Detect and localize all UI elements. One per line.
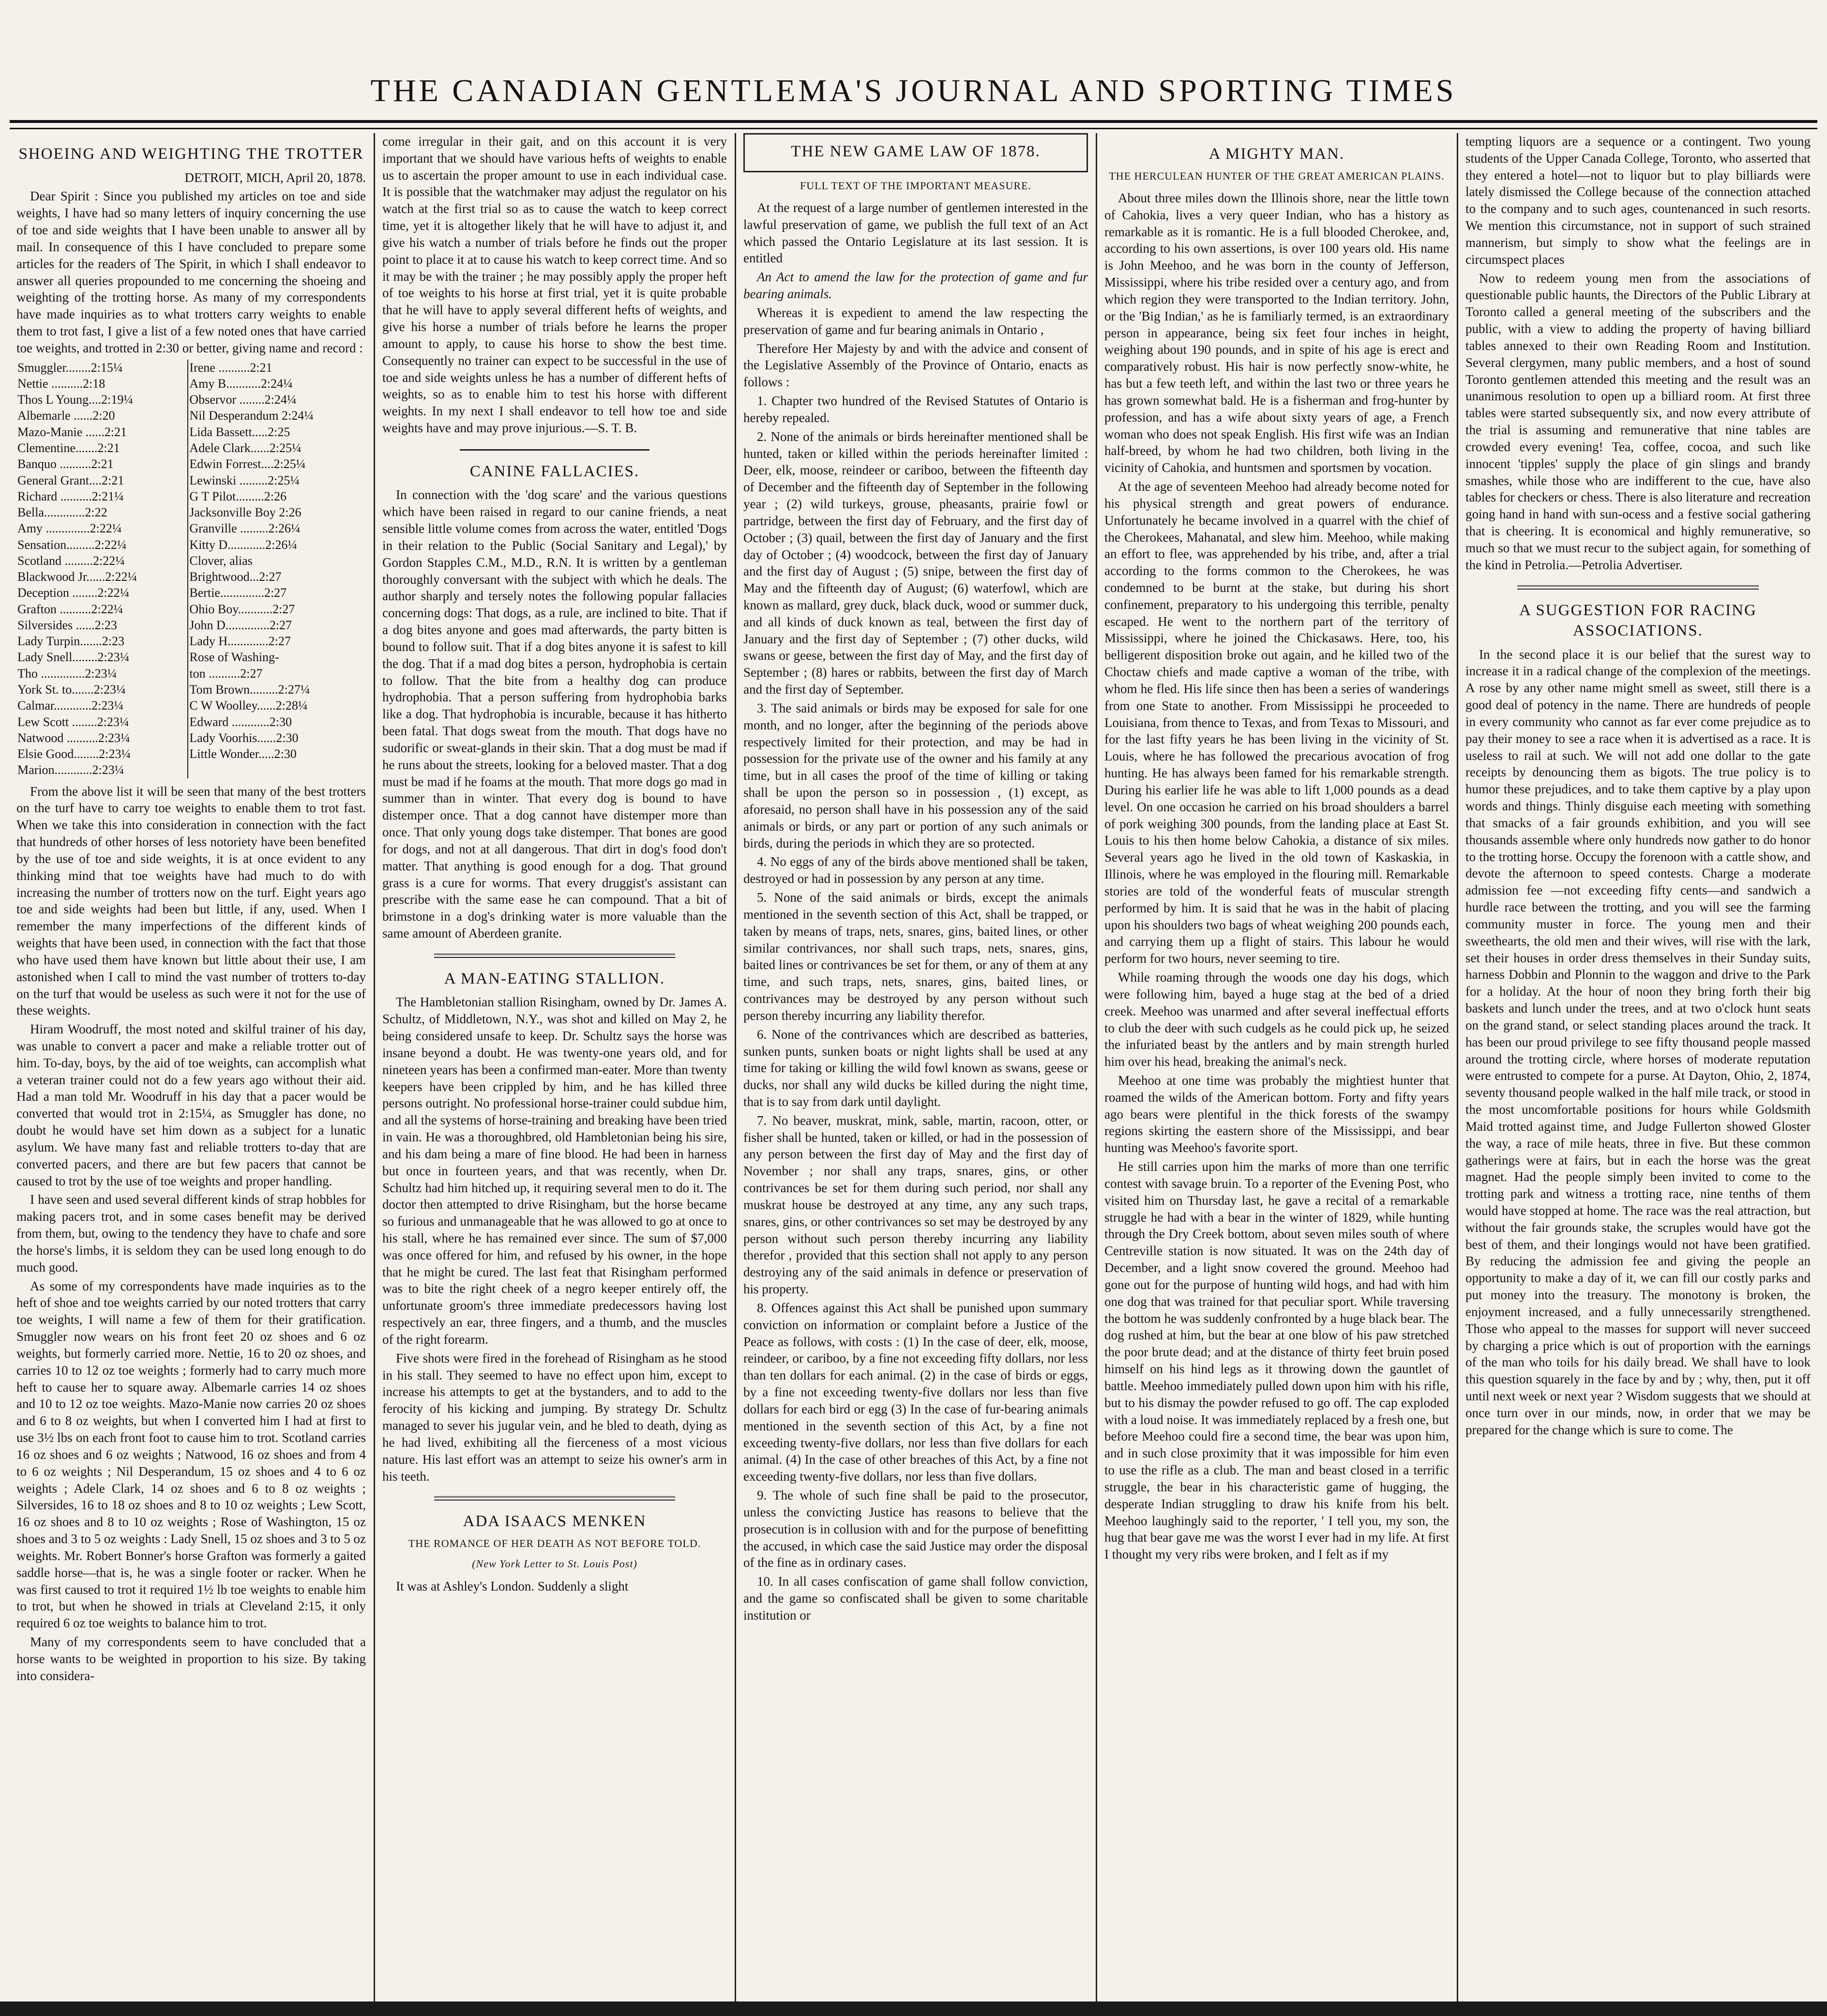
table-cell: Lew Scott ........2:23¼ xyxy=(17,714,129,729)
subheadline: FULL TEXT OF THE IMPORTANT MEASURE. xyxy=(800,179,1032,192)
article-paragraph: It was at Ashley's London. Suddenly a slight xyxy=(396,1578,629,1593)
article-paragraph: At the request of a large number of gentlemen interested in the lawful preservation of game, we publish the full text of an Act which passed the Ontario Legislature at its last session. It is entitled xyxy=(743,200,1088,266)
source-line: (New York Letter to St. Louis Post) xyxy=(472,1558,637,1570)
article-paragraph: About three miles down the Illinois shore, near the little town of Cahokia, lives a very queer Indian, who has a history as remarkable as it is romantic. He is a full blooded Cherokee, and, according to his own assertions, is over 100 years old. His name is John Meehoo, and he was born in the county of Jefferson, Mississippi, where his tribe resided over a century ago, and from which region they were transported to the Indian territory. John, or the 'Big Indian,' as he is familiarly termed, is an extraordinary person in appearance, being six feet four inches in height, weighing about 190 pounds, and in spite of his age is erect and comparatively robust. His hair is now perfectly snow-white, he has but a few teeth left, and within the last two or three years he has grown somewhat bald. He is a fisherman and frog-hunter by profession, and has a wife about sixty years of age, a French woman who does not speak English. His first wife was an Indian half-breed, by whom he had two children, both living in the vicinity of Cahokia, and huntsmen and sportsmen by vocation. xyxy=(1104,190,1449,475)
article-paragraph: tempting liquors are a sequence or a contingent. Two young students of the Upper Canada College, Toronto, who asserted that they entered a hotel—not to liquor but to play billiards were lately dismissed the College because of the connection attached to the company and to such ages, countenanced in such resorts. We mention this circumstance, not in support of such strained mannerism, but simply to show what the feelings are in circumspect places xyxy=(1465,134,1811,267)
article-paragraph: As some of my correspondents have made inquiries as to the heft of shoe and toe weights carried by our noted trotters that carry toe weights, I will name a few of them for their gratification. Smuggler now wears on his front feet 20 oz shoes and 6 oz weights, but formerly carried more. Nettie, 16 to 20 oz shoes, and carries 10 to 12 oz toe weights ; formerly had to carry much more heft to cause her to square away. Albemarle carries 14 oz shoes and 10 to 12 oz toe weights. Mazo-Manie now carries 20 oz shoes and 6 to 8 oz weights, but when I converted him I had at first to use 3½ lbs on each front foot to cause him to trot. Scotland carries 16 oz shoes and 6 oz weights ; Natwood, 16 oz shoes and from 4 to 6 oz weights ; Nil Desperandum, 15 oz shoes and 4 to 6 oz weights ; Adele Clark, 14 oz shoes and 6 to 8 oz weights ; Silversides, 16 to 18 oz shoes and 8 to 10 oz weights ; Lew Scott, 16 oz shoes and 8 to 10 oz weights ; Rose of Washington, 15 oz shoes and 3 to 5 oz weights : Lady Snell, 15 oz shoes and 3 to 5 oz weights. Mr. Robert Bonner's horse Grafton was formerly a gaited saddle horse—that is, he was a single footer or racker. When he was first caused to trot it required 1½ lb toe weights to enable him to trot, but when he showed in trials at Cleveland 2:15, it only required 6 oz toe weights to balance him to trot. xyxy=(16,1278,366,1631)
table-cell: Natwood ..........2:23¼ xyxy=(17,730,130,745)
table-row xyxy=(16,762,366,778)
headline-suggestion: A SUGGESTION FOR RACING ASSOCIATIONS. xyxy=(1519,601,1757,640)
scan-edge xyxy=(0,2001,1827,2016)
table-cell: Thos L Young....2:19¼ xyxy=(17,393,133,407)
column-4 xyxy=(1098,133,1456,2001)
table-cell: Nettie ..........2:18 xyxy=(17,376,106,391)
section-divider xyxy=(1517,585,1759,590)
section-divider xyxy=(434,1496,675,1501)
table-cell: Bertie..............2:27 xyxy=(188,585,366,601)
table-cell: Ohio Boy...........2:27 xyxy=(188,601,366,617)
article-paragraph: 10. In all cases confiscation of game shall follow conviction, and the game so confiscated shall be given to some charitable institution or xyxy=(743,1574,1088,1622)
table-row xyxy=(16,633,366,649)
table-row xyxy=(16,392,366,408)
table-cell: Mazo-Manie ......2:21 xyxy=(17,424,127,439)
article-paragraph: Now to redeem young men from the associations of questionable public haunts, the Directors of the Public Library at Toronto called a general meeting of the subscribers and the public, with a view to adding the property of having billiard tables annexed to their own Reading Room and Institution. Several clergymen, many public members, and a host of sound Toronto gentlemen attended this meeting and the result was an unanimous resolution to open up a billiard room. At first three tables were started subsequently six, and now every attribute of the trial is assuming and remunerative that nine tables are crowded every evening! Tea, coffee, cocoa, and such like innocent 'tipples' supply the place of gin slings and brandy smashes, while those who are indifferent to the cue, have also tables for checkers or chess. There is also literature and recreation going hand in hand with sun-ocess and a festive social gathering that is cheering. It is economical and highly remunerative, so much so that we must recur to the subject again, for something of the kind in Petrolia.—Petrolia Advertiser. xyxy=(1465,271,1811,572)
table-row xyxy=(16,537,366,553)
column-divider xyxy=(1096,133,1097,2001)
table-cell: Tom Brown.........2:27¼ xyxy=(188,682,366,697)
table-cell: General Grant....2:21 xyxy=(17,473,124,487)
article-paragraph: 9. The whole of such fine shall be paid to the prosecutor, unless the convicting Justice has reasons to believe that the prosecution is in collusion with and for the purpose of benefitting the accused, in which case the said Justice may order the disposal of the fine as in ordinary cases. xyxy=(743,1488,1088,1570)
table-cell: Lida Bassett.....2:25 xyxy=(188,424,366,440)
article-paragraph: From the above list it will be seen that many of the best trotters on the turf have to carry toe weights to enable them to trot fast. When we take this into consideration in connection with the fact that hundreds of other horses of less notoriety have been benefited by the use of toe and side weights, it is at once evident to any thinking mind that toe weights have had much to do with increasing the number of trotters now on the turf. Eight years ago toe and side weights had been but little, if any, used. When I remember the many imperfections of the different kinds of weights that have been used, in connection with the fact that those who have used them have known but little about their use, I am astonished when I call to mind the vast number of trotters to-day on the turf that would be useless as such were it not for the use of these weights. xyxy=(16,784,366,1018)
article-paragraph: Meehoo at one time was probably the mightiest hunter that roamed the wilds of the American bottom. Forty and fifty years ago bears were plentiful in the thick forests of the swampy regions skirting the eastern shore of the Mississippi, and bear hunting was Meehoo's favorite sport. xyxy=(1104,1073,1449,1155)
table-row xyxy=(16,730,366,746)
table-row xyxy=(16,424,366,440)
article-paragraph: In connection with the 'dog scare' and the various questions which have been raised in regard to our canine friends, a neat sensible little volume comes from across the water, entitled 'Dogs in their relation to the Public (Social Sanitary and Legal),' by Gordon Stapples C.M., M.D., R.N. It is written by a gentleman thoroughly conversant with the subject with which he deals. The author sharply and tersely notes the following popular fallacies concerning dogs: That dogs, as a rule, are inclined to bite. That if a dog bites anyone and goes mad afterwards, the party bitten is bound to follow suit. That if a dog bites anyone it is safest to kill the dog. That if a mad dog bites a person, hydrophobia is certain to follow. That the bite from a healthy dog can produce hydrophobia. That a person suffering from hydrophobia barks like a dog. That hydrophobia is incurable, because it has hitherto been fatal. That dogs sweat from the mouth. That dogs have no sudorific or sweat-glands in their skin. That a dog must be mad if he runs about the streets, looking for a beloved master. That a dog must be mad if he foams at the mouth. That more dogs go mad in summer than in winter. That every dog is bound to have distemper once. That a dog cannot have distemper more than once. That only young dogs take distemper. That bones are good for dogs, and not at all dangerous. That dirt in dog's food don't matter. That anything is good enough for a dog. That ground grass is a cure for worms. That every druggist's assistant can prescribe with the same ease he can compound. That a bit of brimstone in a dog's drinking water is more valuable than the same amount of Aberdeen granite. xyxy=(382,487,727,940)
table-cell: Deception ........2:22¼ xyxy=(17,586,130,600)
masthead: THE CANADIAN GENTLEMA'S JOURNAL AND SPORTING TIMES xyxy=(370,73,1457,108)
table-cell xyxy=(188,762,366,778)
table-cell: Calmar............2:23¼ xyxy=(17,698,123,713)
table-row xyxy=(16,440,366,456)
article-paragraph: Many of my correspondents seem to have concluded that a horse wants to be weighted in proportion to his size. By taking into considera- xyxy=(16,1634,366,1683)
table-cell: Albemarle ......2:20 xyxy=(17,409,115,423)
act-title: An Act to amend the law for the protection of game and fur bearing animals. xyxy=(743,270,1088,302)
table-cell: Amy ..............2:22¼ xyxy=(17,521,122,536)
table-cell: Jacksonville Boy 2:26 xyxy=(188,504,366,520)
table-cell: Lady H.............2:27 xyxy=(188,633,366,649)
table-row xyxy=(16,360,366,376)
table-row xyxy=(16,697,366,713)
table-cell: Richard ..........2:21¼ xyxy=(17,489,124,503)
table-cell: Lewinski .........2:25¼ xyxy=(188,472,366,488)
column-divider xyxy=(735,133,736,2001)
article-paragraph: At the age of seventeen Meehoo had already become noted for his physical strength and great powers of endurance. Unfortunately he became involved in a quarrel with the chief of the Cherokees, Mahanatal, and slew him. Meehoo, while making an effort to flee, was apprehended by his tribe, and, after a trial according to the forms common to the Cherokees, he was condemned to be burnt at the stake, but during his short confinement, preparatory to his undergoing this terrible, penalty escaped. He went to the northern part of the territory of Mississippi, where he joined the Chickasaws. Here, too, his belligerent disposition broke out again, and he killed two of the Choctaw chiefs and made captive a woman of the tribe, with whom he fled. His life since then has been a series of wanderings from one State to another. From Mississippi he proceeded to Louisiana, from thence to Texas, and from Texas to Missouri, and for the last fifty years he has been living in the vicinity of St. Louis, where he has followed the precarious avocation of frog hunting. He has always been famed for his remarkable strength. During his earlier life he was able to lift 1,000 pounds as a dead level. On one occasion he carried on his broad shoulders a barrel of pork weighing 300 pounds, from the landing place at East St. Louis to his then home below Cahokia, a distance of six miles. Several years ago he lived in the old town of Kaskaskia, in Illinois, where he was employed in the flouring mill. Remarkable stories are told of the wonderful feats of muscular strength performed by him. It is said that he was in the habit of placing upon his shoulders two bags of wheat weighing 200 pounds each, and carrying them up a flight of stairs. This labour he would perform for two hours, never seeming to tire. xyxy=(1104,479,1449,966)
table-row xyxy=(16,456,366,472)
table-row xyxy=(16,504,366,520)
table-row xyxy=(16,408,366,424)
table-row xyxy=(16,488,366,504)
article-paragraph: 5. None of the said animals or birds, except the animals mentioned in the seventh section of this Act, shall be trapped, or taken by means of traps, nets, snares, gins, baited lines, or other similar contrivances, nor shall such traps, nets, snares, gins, baited lines or contrivances be set for them, or any of them at any time, and such traps, nets, snares, gins, baited lines, or contrivances may be destroyed by any person without such person thereby incurring any liability therefor. xyxy=(743,890,1088,1023)
article-paragraph: 7. No beaver, muskrat, mink, sable, martin, racoon, otter, or fisher shall be hunted, taken or killed, or had in the possession of any person between the first day of May and the first day of November ; nor shall any traps, snares, gins, or other contrivances be set for them during such period, nor shall any muskrat house be destroyed at any time, any any such traps, snares, gins, or other contrivances so set may be destroyed by any person without such person thereby incurring any liability therefor , provided that this section shall not apply to any person destroying any of the said animals in defence or preservation of his property. xyxy=(743,1113,1088,1297)
headline-stallion: A MAN-EATING STALLION. xyxy=(444,970,665,987)
table-cell: Rose of Washing- xyxy=(188,649,366,665)
table-cell: Smuggler........2:15¼ xyxy=(17,360,123,375)
section-divider xyxy=(460,449,649,451)
table-row xyxy=(16,585,366,601)
table-cell: Adele Clark......2:25¼ xyxy=(188,440,366,456)
table-cell: Edwin Forrest....2:25¼ xyxy=(188,456,366,472)
article-paragraph: Five shots were fired in the forehead of Risingham as he stood in his stall. They seemed to have no effect upon him, except to increase his attempts to get at the bystanders, and to add to the ferocity of his kicking and jumping. By strategy Dr. Schultz managed to sever his jugular vein, and he bled to death, dying as he had lived, exhibiting all the fierceness of a most vicious nature. His last effort was an attempt to seize his owner's arm in his teeth. xyxy=(382,1350,727,1484)
article-paragraph: In the second place it is our belief that the surest way to increase it in a radical change of the complexion of the meetings. A rose by any other name might smell as sweet, still there is a good deal of potency in the name. There are hundreds of people in every community who cannot as far ever come prejudice as to pay their money to see a race when it is advertised as a race. It is useless to rail at such. We will not add one dollar to the gate receipts by denouncing them as bigots. The true policy is to humor these prejudices, and to take them captive by a play upon words and things. Thinly disguise each meeting with something that smacks of a fair grounds exhibition, and you will see thousands assemble where only hundreds now gather to do honor to the trotting horse. Occupy the forenoon with a cattle show, and devote the afternoon to speed contests. Charge a moderate admission fee —not exceeding fifty cents—and sandwich a hurdle race between the trotting, and you will see the farming community muster in force. The young men and their sweethearts, the old men and their wives, will rise with the lark, set their houses in order dress themselves in their Sunday suits, harness Dobbin and Plonnin to the waggon and drive to the Park for a holiday. At the hour of noon they bring forth their big baskets and lunch under the trees, and at two o'clock hunt seats on the grand stand, or select standing places around the track. It has been our proud privilege to see fifty thousand people massed around the trotting circle, where horses of moderate reputation were entrusted to compete for a purse. At Dayton, Ohio, 2, 1874, seventy thousand people walked in the half mile track, or stood in the most uncomfortable positions for hours while Goldsmith Maid trotted against time, and Judge Fullerton showed Gloster the way, a race of mile heats, three in five. But these common gatherings were at fairs, but in each the horse was the great magnet. Had the people simply been invited to come to the trotting park and witness a trotting race, nine tenths of them would have stopped at home. The race was the real attraction, but without the fair grounds stake, the scruples would have got the best of them, and their longings would not have been gratified. By reducing the admission fee and giving the people an opportunity to make a day of it, we can fill our costly parks and put money into the treasury. The monotony is broken, the enjoyment increased, and a fully unnecessarily strengthened. Those who appeal to the masses for support will never succeed by charging a price which is out of proportion with the earnings of the man who toils for his daily bread. We shall have to look this question squarely in the face by and by ; why, then, put it off until next week or next year ? Wisdom suggests that we should at once turn over in our minds, now, in order that we may be prepared for the change which is sure to come. The xyxy=(1465,647,1811,1437)
article-paragraph: 1. Chapter two hundred of the Revised Statutes of Ontario is hereby repealed. xyxy=(743,394,1088,425)
table-cell: Granville .........2:26¼ xyxy=(188,520,366,536)
article-paragraph: While roaming through the woods one day his dogs, which were following him, bayed a huge stag at the bed of a dried creek. Meehoo was unarmed and after several ineffectual efforts to club the deer with such cudgels as he could pick up, he seized the infuriated beast by the antlers and by main strength hurled him over his head, breaking the animal's neck. xyxy=(1104,970,1449,1069)
masthead-rule xyxy=(10,120,1817,129)
table-cell: Lady Snell........2:23¼ xyxy=(17,650,130,665)
article-paragraph: I have seen and used several different kinds of strap hobbles for making pacers trot, and in some cases benefit may be derived from them, but, owing to the tendency they have to chafe and sore the horse's limbs, it is seldom they can be used long enough to do much good. xyxy=(16,1192,366,1274)
table-cell: ton ..........2:27 xyxy=(188,666,366,682)
table-row xyxy=(16,520,366,536)
headline-menken: ADA ISAACS MENKEN xyxy=(463,1513,647,1531)
table-row xyxy=(16,569,366,585)
table-cell: Scotland .........2:22¼ xyxy=(17,553,125,568)
table-row xyxy=(16,601,366,617)
table-cell: Little Wonder.....2:30 xyxy=(188,746,366,762)
article-paragraph: come irregular in their gait, and on this account it is very important that we should have various hefts of weights to enable us to ascertain the proper amount to use in each individual case. It is possible that the watchmaker may adjust the regulator on his watch at the first trial so as to cause the watch to keep correct time, yet it is altogether likely that he will have to adjust it, and give his watch a number of trials before he finds out the proper point to place it at to cause his watch to keep correct time. And so it may be with the trainer ; he may possibly apply the proper heft of toe weights to his horse at first trial, yet it is quite probable that he will have to apply several different hefts of weights, and give his horse a number of trials before he learns the proper amount to apply, to cause his horse to show the best time. Consequently no trainer can expect to be successful in the use of toe and side weights unless he has a number of different hefts of weights, so as to enable him to test his horse with different weights. In my next I shall endeavor to tell how toe and side weights have and may prove injurious.—S. T. B. xyxy=(382,134,727,436)
table-cell: Bella.............2:22 xyxy=(17,505,107,520)
table-cell: Irene ..........2:21 xyxy=(188,360,366,376)
article-paragraph: Hiram Woodruff, the most noted and skilful trainer of his day, was unable to convert a pacer and make a reliable trotter out of him. To-day, boys, by the aid of toe weights, can accomplish what a veteran trainer could not do a few years ago without their aid. Had a man told Mr. Woodruff in his day that a pacer would be converted that would trot in 2:15¼, as Smuggler has done, no doubt he would have set him down as a subject for a lunatic asylum. We have many fast and reliable trotters to-day that are converted pacers, and there are but few pacers that cannot be caused to trot by the use of toe weights and proper handling. xyxy=(16,1022,366,1188)
table-row xyxy=(16,746,366,762)
headline-canine: CANINE FALLACIES. xyxy=(469,462,640,480)
column-1 xyxy=(10,133,373,2001)
article-paragraph: 3. The said animals or birds may be exposed for sale for one month, and no longer, after the beginning of the periods above respectively limited for their protection, and may be had in possession for the private use of the owner and his family at any time, but in all cases the proof of the time of killing or taking shall be upon the person so in possession , (1) except, as aforesaid, no person shall have in his possession any of the said animals or birds, or any part or portion of any such animals or birds, during the periods in which they are so protected. xyxy=(743,700,1088,850)
table-row xyxy=(16,553,366,569)
headline-shoeing: SHOEING AND WEIGHTING THE TROTTER xyxy=(18,145,364,163)
table-cell: Edward ............2:30 xyxy=(188,714,366,730)
newspaper-page xyxy=(10,133,1817,2001)
article-paragraph: Whereas it is expedient to amend the law respecting the preservation of game and fur bearing animals in Ontario , xyxy=(743,305,1088,337)
table-cell: Brightwood...2:27 xyxy=(188,569,366,585)
table-cell: Banquo ..........2:21 xyxy=(17,457,114,471)
table-cell: Clover, alias xyxy=(188,553,366,569)
table-cell: Grafton ..........2:22¼ xyxy=(17,602,123,616)
table-cell: Clementine.......2:21 xyxy=(17,441,120,455)
table-cell: Lady Turpin.......2:23 xyxy=(17,634,125,649)
table-cell: Amy B...........2:24¼ xyxy=(188,376,366,392)
headline-game-law: THE NEW GAME LAW OF 1878. xyxy=(791,143,1041,160)
article-paragraph: Dear Spirit : Since you published my articles on toe and side weights, I have had so many letters of inquiry concerning the use of toe and side weights that I have been unable to answer all by mail. In consequence of this I have concluded to prepare some articles for the readers of The Spirit, in which I shall endeavor to answer all queries propounded to me concerning the shoeing and weighting of the trotting horse. As many of my correspondents have made inquiries as to what trotters carry weights to enable them to trot fast, I give a list of a few noted ones that have carried toe weights, and trotted in 2:30 or better, giving name and record : xyxy=(16,189,366,355)
table-cell: Blackwood Jr......2:22¼ xyxy=(17,570,137,584)
table-cell: Marion............2:23¼ xyxy=(17,763,124,777)
table-cell: York St. to.......2:23¼ xyxy=(17,682,126,697)
subheadline: THE ROMANCE OF HER DEATH AS NOT BEFORE TOLD. xyxy=(408,1537,701,1549)
column-5 xyxy=(1459,133,1817,2001)
subheadline: THE HERCULEAN HUNTER OF THE GREAT AMERICAN PLAINS. xyxy=(1109,169,1445,182)
table-cell: Lady Voorhis......2:30 xyxy=(188,730,366,746)
headline-mighty-man: A MIGHTY MAN. xyxy=(1208,145,1345,163)
article-paragraph: 2. None of the animals or birds hereinafter mentioned shall be hunted, taken or killed within the periods hereinafter limited : Deer, elk, moose, reindeer or cariboo, between the fifteenth day of December and the fifteenth day of September in the following year ; (2) wild turkeys, grouse, pheasants, prairie fowl or partridge, between the first day of February, and the first day of October ; (3) quail, between the first day of January and the first day of October ; (4) woodcock, between the first day of January and the first day of August ; (5) snipe, between the first day of May and the fifteenth day of August; (6) waterfowl, which are known as mallard, grey duck, black duck, wood or summer duck, and all kinds of duck known as teal, between the first day of January and the first day of September ; (7) other ducks, wild swans or geese, between the first day of May, and the first day of September ; (8) hares or rabbits, between the first day of March and the first day of September. xyxy=(743,429,1088,697)
section-divider xyxy=(434,954,675,958)
table-cell: Sensation.........2:22¼ xyxy=(17,537,127,552)
article-paragraph: 4. No eggs of any of the birds above mentioned shall be taken, destroyed or had in possession by any person at any time. xyxy=(743,854,1088,886)
column-divider xyxy=(1457,133,1458,2001)
table-row xyxy=(16,472,366,488)
table-row xyxy=(16,666,366,682)
table-row xyxy=(16,649,366,665)
article-paragraph: 6. None of the contrivances which are described as batteries, sunken punts, sunken boats or night lights shall be used at any time for taking or killing the wild fowl known as swans, geese or ducks, nor shall any wild ducks be killed during the night time, that is to say from dark until daylight. xyxy=(743,1027,1088,1109)
article-paragraph: He still carries upon him the marks of more than one terrific contest with savage bruin. To a reporter of the Evening Post, who visited him on Thursday last, he gave a recital of a remarkable struggle he had with a bear in the winter of 1829, while hunting through the Dry Creek bottom, about seven miles south of where Centreville station is now situated. It was on the 24th day of December, and a light snow covered the ground. Meehoo had gone out for the purpose of hunting wild hogs, and had with him one dog that was trained for that peculiar sport. While traversing the bottom he was suddenly confronted by a huge black bear. The dog rushed at him, but the bear at one blow of his paw stretched the poor brute dead; and at the distance of thirty feet bruin posed himself on his hind legs as it throwing down the gauntlet of battle. Meehoo immediately pulled down upon him with his rifle, but to his dismay the powder refused to go off. The cap exploded with a loud noise. It was immediately replaced by a fresh one, but before Meehoo could fire a second time, the bear was upon him, and in such close proximity that it was impossible for him even to use the rifle as a club. The man and beast closed in a terrific struggle, the bear in his characteristic game of hugging, the desperate Indian struggling to draw his knife from his belt. Meehoo laughingly said to the reporter, ' I tell you, my son, the hug that bear gave me was the worst I ever had in my life. At first I thought my very ribs were broken, and I felt as if my xyxy=(1104,1159,1449,1562)
column-divider xyxy=(374,133,375,2001)
headline-box xyxy=(743,133,1088,172)
table-cell: John D..............2:27 xyxy=(188,617,366,633)
article-paragraph: 8. Offences against this Act shall be punished upon summary conviction on information or complaint before a Justice of the Peace as follows, with costs : (1) In the case of deer, elk, moose, reindeer, or cariboo, by a fine not exceeding fifty dollars, nor less than ten dollars for each animal. (2) in the case of birds or eggs, by a fine not exceeding twenty-five dollars nor less than five dollars for each bird or egg (3) In the case of fur-bearing animals mentioned in the seventh section of this Act, by a fine not exceeding twenty-five dollars, nor less than five dollars for each animal. (4) In the case of other breaches of this Act, by a fine not exceeding twenty-five dollars, nor less than five dollars. xyxy=(743,1300,1088,1484)
table-row xyxy=(16,682,366,697)
table-cell: G T Pilot.........2:26 xyxy=(188,488,366,504)
table-row xyxy=(16,376,366,392)
table-cell: Nil Desperandum 2:24¼ xyxy=(188,408,366,424)
table-row xyxy=(16,617,366,633)
article-paragraph: Therefore Her Majesty by and with the advice and consent of the Legislative Assembly of the Province of Ontario, enacts as follows : xyxy=(743,341,1088,390)
table-cell: Elsie Good........2:23¼ xyxy=(17,747,131,761)
column-3 xyxy=(737,133,1095,2001)
table-cell: Silversides ......2:23 xyxy=(17,618,117,632)
dateline: DETROIT, MICH, April 20, 1878. xyxy=(184,170,366,185)
table-row xyxy=(16,714,366,730)
table-cell: C W Woolley......2:28¼ xyxy=(188,697,366,713)
column-2 xyxy=(376,133,734,2001)
article-paragraph: The Hambletonian stallion Risingham, owned by Dr. James A. Schultz, of Middletown, N.Y., was shot and killed on May 2, he being considered unsafe to keep. Dr. Schultz says the horse was insane beyond a doubt. He was twenty-one years old, and for nineteen years has been a confirmed man-eater. More than twenty keepers have been crippled by him, and he has killed three persons outright. No professional horse-trainer could subdue him, and all the systems of horse-training and breaking have been tried in vain. He was a thoroughbred, old Hambletonian being his sire, and his dam being a mare of fine blood. He had been in harness but once in fourteen years, and that was recently, when Dr. Schultz had him hitched up, it requiring several men to do it. The doctor then attempted to drive Risingham, but the horse became so furious and unmanageable that he was allowed to go at once to his stall, where he has remained ever since. The sum of $7,000 was once offered for him, and refused by his owner, in the hope that he might be cured. The last feat that Risingham performed was to bite the right cheek of a negro keeper entirely off, the unfortunate groom's three immediate predecessors having lost respectively an ear, three fingers, and a thumb, and the muscles of the right forearm. xyxy=(382,995,727,1347)
table-cell: Observor ........2:24¼ xyxy=(188,392,366,408)
trotter-records-table xyxy=(16,360,366,778)
table-cell: Kitty D............2:26¼ xyxy=(188,537,366,553)
table-cell: Tho ..............2:23¼ xyxy=(17,666,117,681)
